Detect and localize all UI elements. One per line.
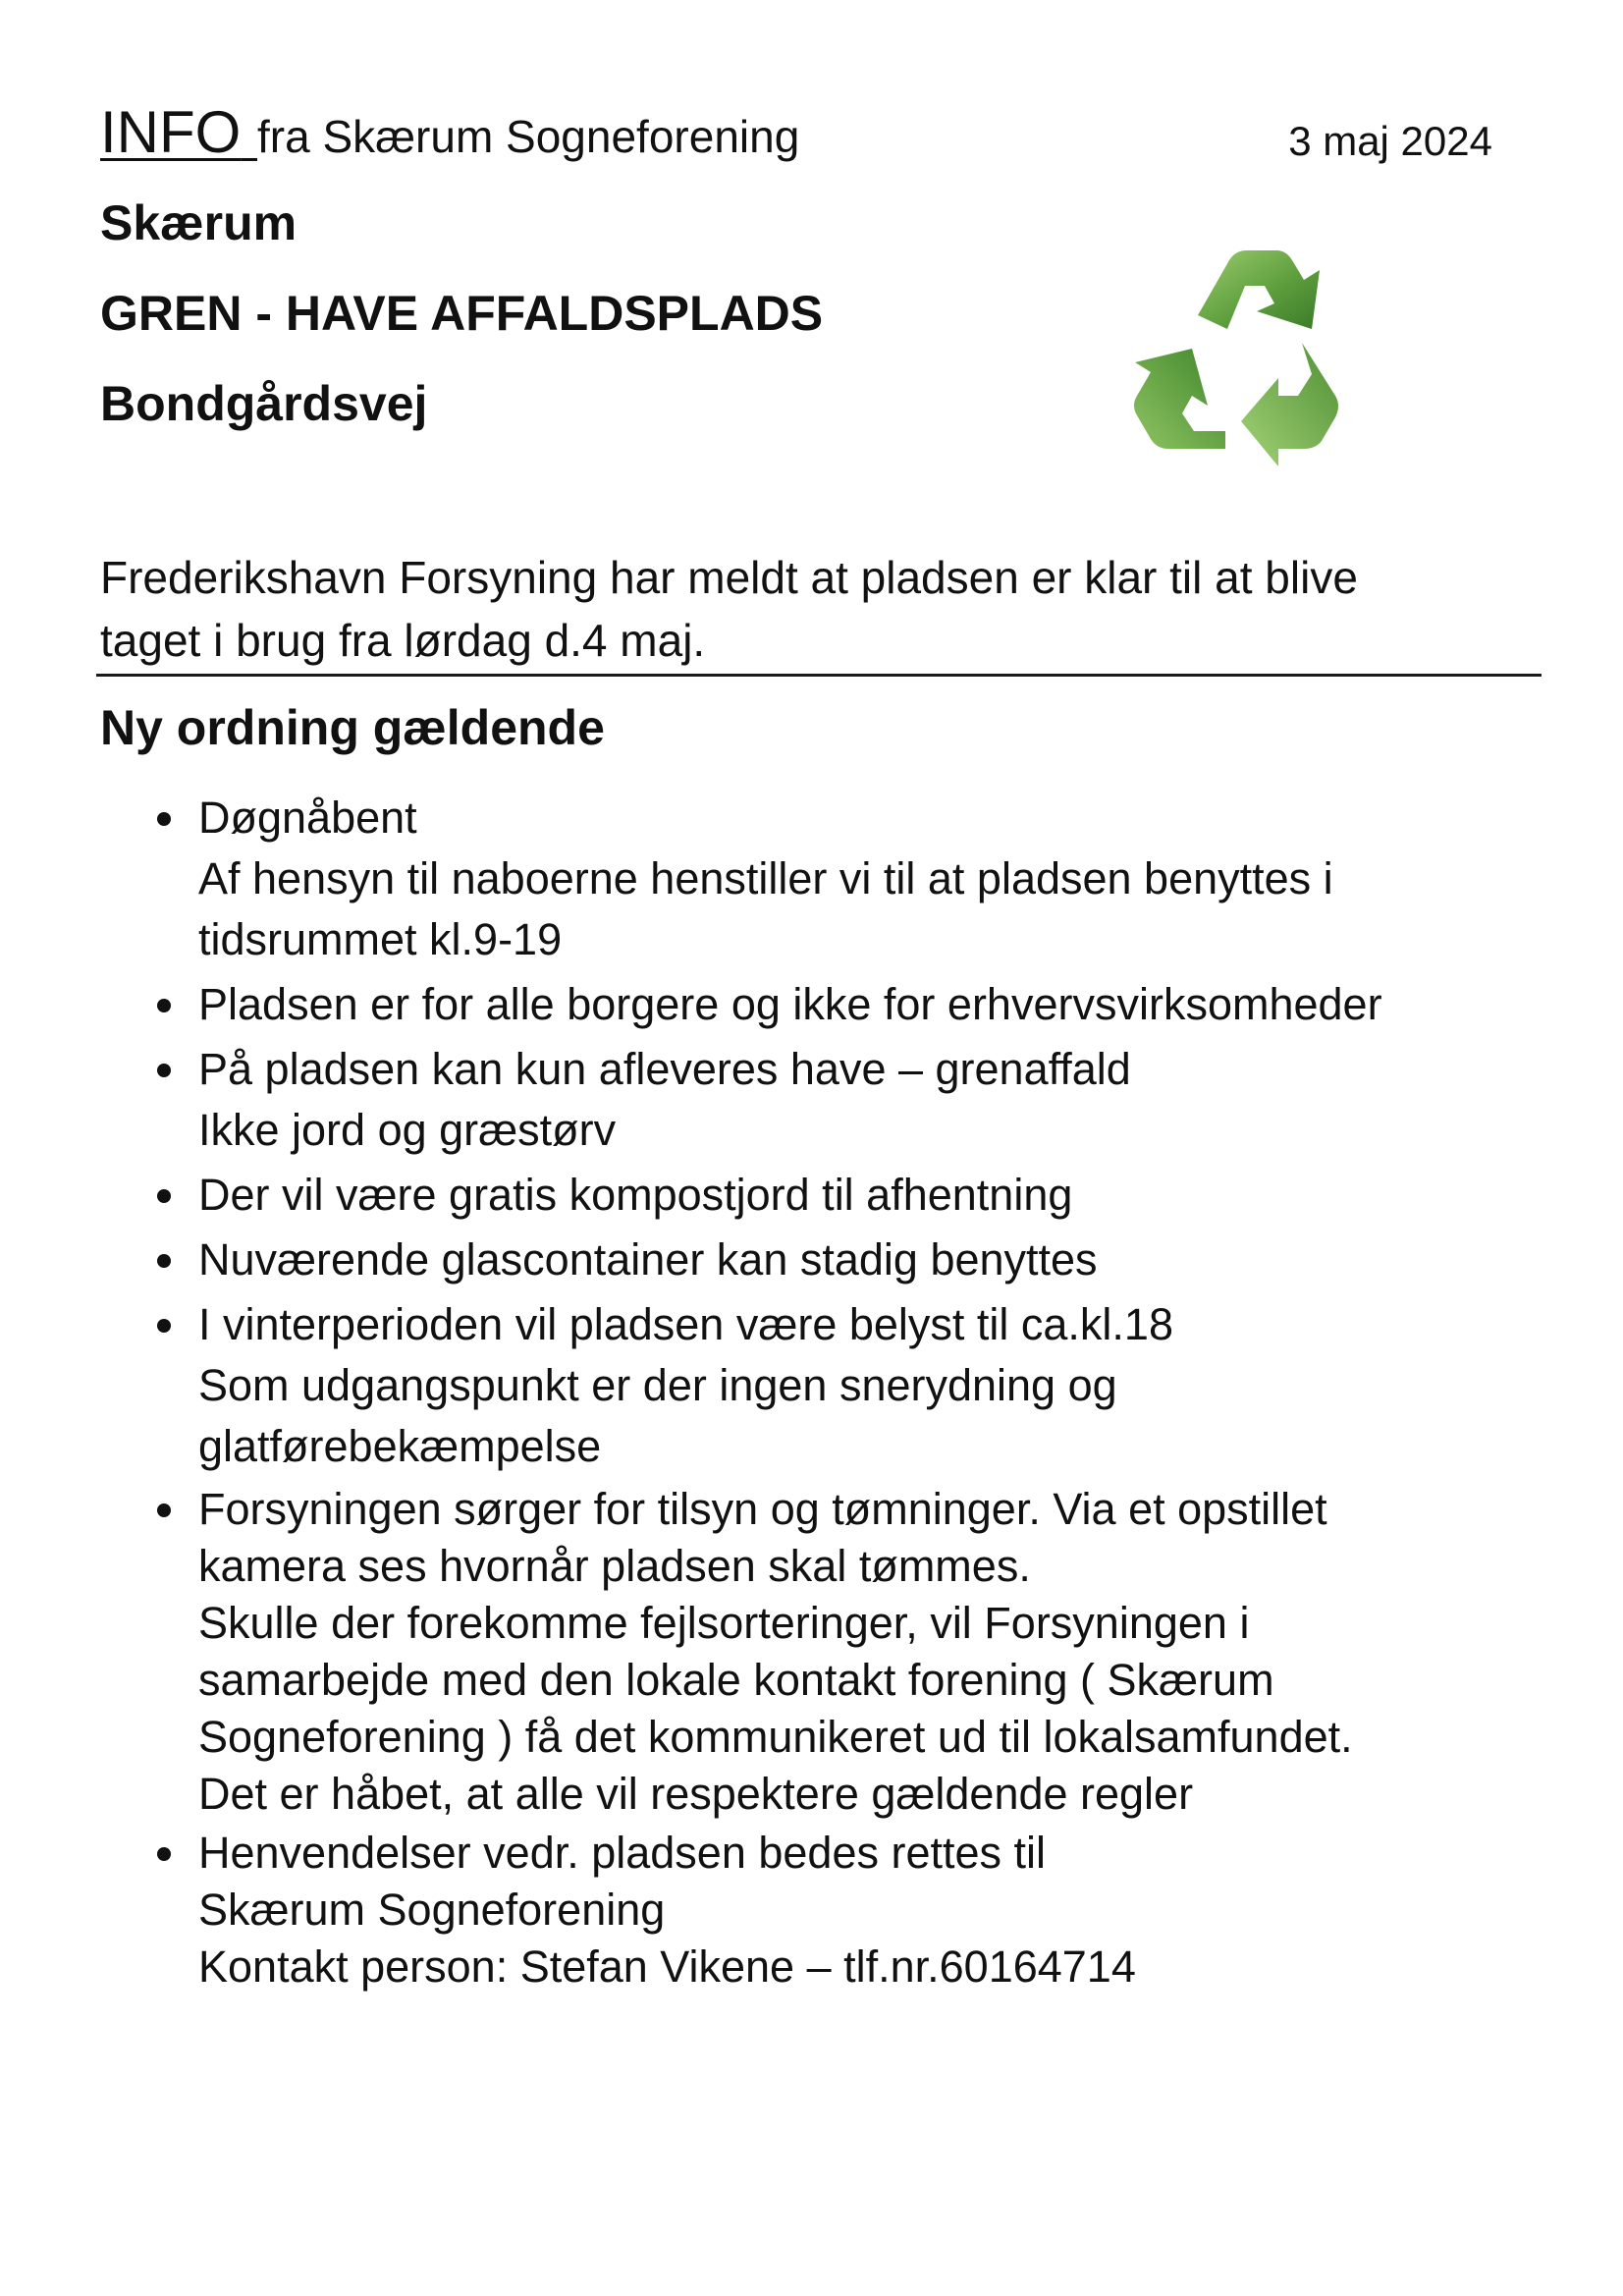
recycle-arrow-top: [1198, 250, 1320, 329]
list-item-line: I vinterperioden vil pladsen være belyst til ca.kl.18: [198, 1299, 1173, 1349]
road-heading: Bondgårdsvej: [100, 376, 428, 431]
list-item-line: Forsyningen sørger for tilsyn og tømninger. Via et opstillet: [198, 1484, 1327, 1534]
list-item-line: Sogneforening ) få det kommunikeret ud til lokalsamfundet.: [198, 1712, 1353, 1762]
list-item-line: Der vil være gratis kompostjord til afhentning: [198, 1170, 1073, 1220]
recycle-arrow-left: [1134, 349, 1225, 449]
bullet-icon: [157, 812, 171, 826]
list-item-line: Af hensyn til naboerne henstiller vi til at pladsen benyttes i: [198, 853, 1333, 903]
sender-text: fra Skærum Sogneforening: [257, 111, 800, 162]
list-item: [0, 1039, 1623, 1161]
document-date: 3 maj 2024: [1288, 118, 1492, 164]
list-item: [0, 1825, 1623, 1995]
list-item-line: Nuværende glascontainer kan stadig benyttes: [198, 1234, 1098, 1285]
list-item-line: Det er håbet, at alle vil respektere gældende regler: [198, 1769, 1194, 1819]
list-item-line: Ikke jord og græstørv: [198, 1105, 617, 1155]
list-item-line: samarbejde med den lokale kontakt forening ( Skærum: [198, 1655, 1274, 1705]
list-item: [0, 1165, 1623, 1226]
bullet-icon: [157, 1319, 171, 1333]
list-item: [0, 974, 1623, 1035]
info-line: [100, 98, 799, 166]
bullet-icon: [157, 1254, 171, 1268]
bullet-icon: [157, 999, 171, 1012]
list-item: [0, 1294, 1623, 1477]
intro-line: taget i brug fra lørdag d.4 maj.: [100, 615, 706, 666]
list-item-line: Som udgangspunkt er der ingen snerydning og: [198, 1360, 1117, 1410]
list-item: [0, 1481, 1623, 1823]
info-underline-space: [241, 99, 257, 165]
list-item-line: På pladsen kan kun afleveres have – grenaffald: [198, 1044, 1131, 1094]
intro-paragraph: [100, 546, 1534, 672]
horizontal-divider: [96, 674, 1542, 677]
section-title: Ny ordning gældende: [100, 700, 605, 755]
recycle-icon: [1129, 239, 1365, 474]
list-item-line: glatførebekæmpelse: [198, 1421, 602, 1471]
list-item: [0, 788, 1623, 970]
list-item-line: kamera ses hvornår pladsen skal tømmes.: [198, 1541, 1031, 1591]
list-item-line: Døgnåbent: [198, 793, 417, 843]
list-item-line: Henvendelser vedr. pladsen bedes rettes til: [198, 1828, 1047, 1878]
document-header: [100, 98, 1492, 177]
list-item: [0, 1230, 1623, 1290]
rules-list: [0, 788, 1623, 1995]
bullet-icon: [157, 1503, 171, 1517]
info-label: INFO: [100, 99, 242, 165]
bullet-icon: [157, 1189, 171, 1203]
list-item-line: Kontakt person: Stefan Vikene – tlf.nr.60164714: [198, 1941, 1136, 1992]
list-item-line: Skærum Sogneforening: [198, 1885, 666, 1935]
place-heading: Skærum: [100, 195, 298, 250]
list-item-line: tidsrummet kl.9-19: [198, 914, 563, 964]
list-item-line: Skulle der forekomme fejlsorteringer, vil Forsyningen i: [198, 1598, 1250, 1648]
intro-line: Frederikshavn Forsyning har meldt at pladsen er klar til at blive: [100, 552, 1358, 603]
list-item-line: Pladsen er for alle borgere og ikke for erhvervsvirksomheder: [198, 979, 1382, 1029]
recycle-arrow-right: [1241, 343, 1338, 466]
bullet-icon: [157, 1064, 171, 1077]
bullet-icon: [157, 1847, 171, 1861]
facility-heading: GREN - HAVE AFFALDSPLADS: [100, 286, 824, 341]
